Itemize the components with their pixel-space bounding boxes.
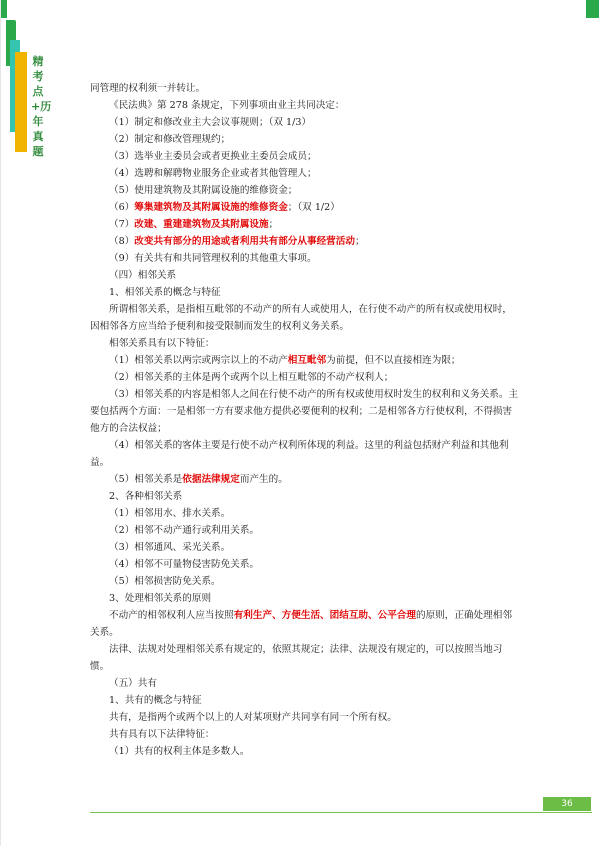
paragraph bbox=[90, 301, 520, 335]
text-span: （四）相邻关系 bbox=[109, 270, 177, 281]
paragraph bbox=[90, 369, 520, 386]
text-span: 1、共有的概念与特征 bbox=[109, 695, 202, 706]
text-span: （2）制定和修改管理规约； bbox=[109, 134, 231, 145]
paragraph bbox=[90, 539, 520, 556]
paragraph bbox=[90, 641, 520, 675]
paragraph bbox=[90, 522, 520, 539]
text-span: 法律、法规对处理相邻关系有规定的，依照其规定；法律、法规没有规定的，可以按照当地习惯。 bbox=[90, 644, 503, 672]
text-span: 所谓相邻关系，是指相互毗邻的不动产的所有人或使用人，在行使不动产的所有权或使用权时，因相邻各方应当给予便利和接受限制而发生的权利义务关系。 bbox=[90, 304, 512, 332]
footer-divider bbox=[90, 812, 592, 813]
text-span: （五）共有 bbox=[109, 678, 157, 689]
text-span: （6） bbox=[109, 202, 135, 213]
side-title: 精考点+历年真题 bbox=[31, 55, 52, 158]
decorative-bar bbox=[1, 0, 7, 18]
text-span: 1、相邻关系的概念与特征 bbox=[109, 287, 221, 298]
paragraph bbox=[90, 250, 520, 267]
paragraph bbox=[90, 607, 520, 641]
highlighted-text: 依据法律规定 bbox=[182, 474, 240, 485]
text-span: （1）相邻关系以两宗或两宗以上的不动产 bbox=[109, 355, 288, 366]
text-span: ； bbox=[354, 236, 365, 247]
paragraph bbox=[90, 675, 520, 692]
text-span: 为前提，但不以直接相连为限； bbox=[326, 355, 461, 366]
text-span: 的原则，正确处理相邻关系。 bbox=[90, 610, 512, 638]
paragraph bbox=[90, 216, 520, 233]
text-span: （3）选举业主委员会或者更换业主委员会成员； bbox=[109, 151, 317, 162]
text-span: （4）相邻关系的客体主要是行使不动产权利所体现的利益。这里的利益包括财产利益和其他利益。 bbox=[90, 440, 509, 468]
text-span: （5）使用建筑物及其附属设施的维修资金； bbox=[109, 185, 298, 196]
text-span: 同管理的权利须一并转让。 bbox=[90, 83, 206, 94]
paragraph bbox=[90, 97, 520, 114]
paragraph bbox=[90, 114, 520, 131]
paragraph bbox=[90, 165, 520, 182]
paragraph bbox=[90, 267, 520, 284]
body-text bbox=[90, 80, 520, 760]
paragraph bbox=[90, 471, 520, 488]
highlighted-text: 有利生产、方便生活、团结互助、公平合理 bbox=[233, 610, 416, 621]
text-span: 共有，是指两个或两个以上的人对某项财产共同享有同一个所有权。 bbox=[109, 712, 397, 723]
text-span: （2）相邻不动产通行或利用关系。 bbox=[109, 525, 260, 536]
paragraph bbox=[90, 233, 520, 250]
text-span: （5）相邻关系是 bbox=[109, 474, 183, 485]
paragraph bbox=[90, 182, 520, 199]
highlighted-text: 筹集建筑物及其附属设施的维修资金 bbox=[134, 202, 288, 213]
text-span: 2、各种相邻关系 bbox=[109, 491, 183, 502]
text-span: （1）相邻用水、排水关系。 bbox=[109, 508, 231, 519]
text-span: 不动产的相邻权利人应当按照 bbox=[109, 610, 234, 621]
decorative-corner bbox=[586, 0, 599, 18]
paragraph bbox=[90, 590, 520, 607]
text-span: 3、处理相邻关系的原则 bbox=[109, 593, 212, 604]
text-span: 而产生的。 bbox=[239, 474, 288, 485]
text-span: （3）相邻通风、采光关系。 bbox=[109, 542, 231, 553]
text-span: （9）有关共有和共同管理权利的其他重大事项。 bbox=[109, 253, 317, 264]
paragraph bbox=[90, 80, 520, 97]
text-span: （2）相邻关系的主体是两个或两个以上相互毗邻的不动产权利人； bbox=[109, 372, 394, 383]
paragraph bbox=[90, 335, 520, 352]
paragraph bbox=[90, 709, 520, 726]
text-span: （8） bbox=[109, 236, 135, 247]
page-number: 36 bbox=[543, 797, 591, 811]
paragraph bbox=[90, 726, 520, 743]
text-span: 《民法典》第 278 条规定，下列事项由业主共同决定： bbox=[109, 100, 345, 111]
text-span: ； bbox=[268, 219, 279, 230]
highlighted-text: 改建、重建建筑物及其附属设施 bbox=[134, 219, 269, 230]
paragraph bbox=[90, 386, 520, 437]
text-span: （4）相邻不可量物侵害防免关系。 bbox=[109, 559, 260, 570]
paragraph bbox=[90, 743, 520, 760]
paragraph bbox=[90, 692, 520, 709]
text-span: （7） bbox=[109, 219, 135, 230]
paragraph bbox=[90, 148, 520, 165]
highlighted-text: 改变共有部分的用途或者利用共有部分从事经营活动 bbox=[134, 236, 355, 247]
text-span: （1）制定和修改业主大会议事规则；（双 1/3） bbox=[109, 117, 312, 128]
text-span: ；（双 1/2） bbox=[287, 202, 340, 213]
text-span: （3）相邻关系的内容是相邻人之间在行使不动产的所有权或使用权时发生的权利和义务关系。主要包括两个方面：一是相邻一方有要求他方提供必要便利的权利；二是相邻各方行使权利，不得损害他方的合法权益； bbox=[90, 389, 519, 434]
text-span: （5）相邻损害防免关系。 bbox=[109, 576, 221, 587]
text-span: 相邻关系具有以下特征： bbox=[109, 338, 215, 349]
paragraph bbox=[90, 573, 520, 590]
paragraph bbox=[90, 352, 520, 369]
text-span: （1）共有的权利主体是多数人。 bbox=[109, 746, 250, 757]
paragraph bbox=[90, 199, 520, 216]
paragraph bbox=[90, 505, 520, 522]
text-span: （4）选聘和解聘物业服务企业或者其他管理人； bbox=[109, 168, 317, 179]
decorative-bar bbox=[15, 52, 27, 152]
paragraph bbox=[90, 488, 520, 505]
paragraph bbox=[90, 556, 520, 573]
text-span: 共有具有以下法律特征： bbox=[109, 729, 215, 740]
paragraph bbox=[90, 131, 520, 148]
paragraph bbox=[90, 284, 520, 301]
highlighted-text: 相互毗邻 bbox=[287, 355, 327, 366]
paragraph bbox=[90, 437, 520, 471]
